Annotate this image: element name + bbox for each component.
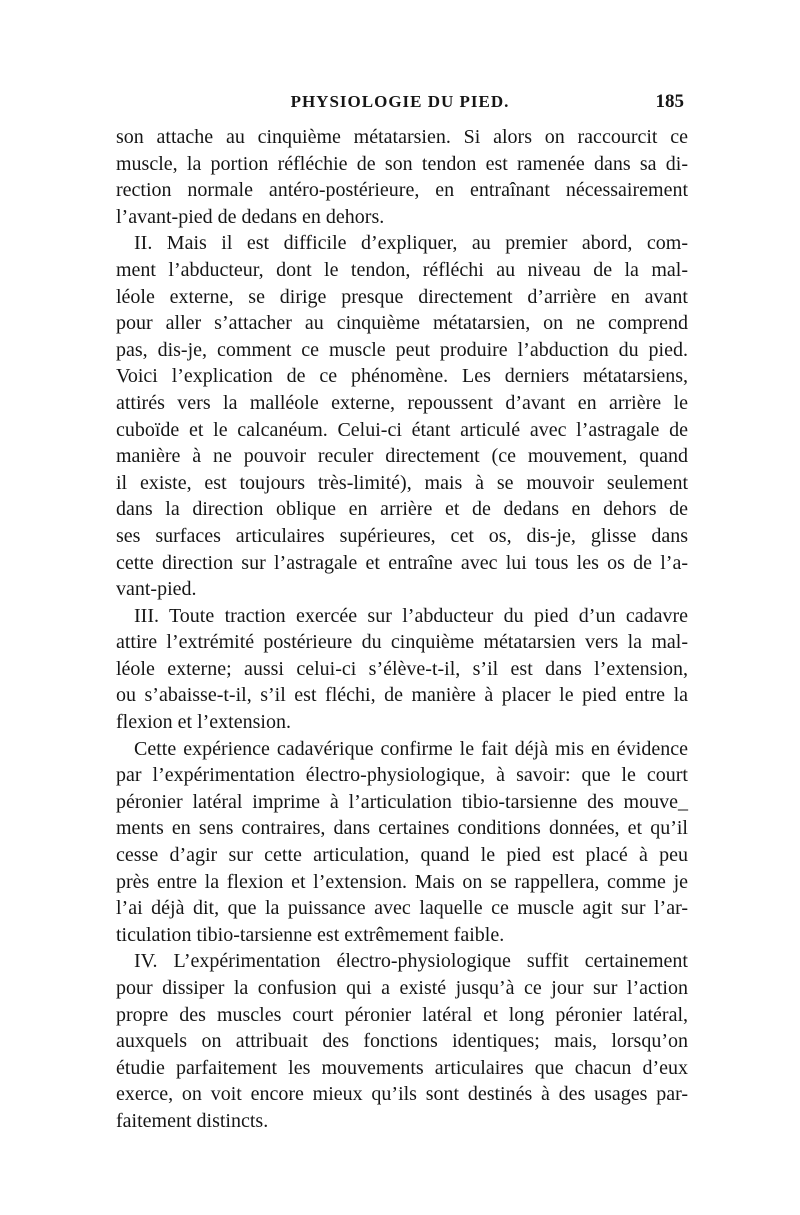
page-number: 185 <box>655 91 684 112</box>
text-line: l’ai déjà dit, que la puissance avec laquelle ce muscle agit sur l’ar- <box>116 897 688 920</box>
text-line: ticulation tibio-tarsienne est extrêmement faible. <box>116 923 505 946</box>
text-line: léole externe, se dirige presque directement d’arrière en avant <box>116 285 688 308</box>
text-line: pour aller s’attacher au cinquième métatarsien, on ne comprend <box>116 312 688 335</box>
text-line: près entre la flexion et l’extension. Mais on se rappellera, comme je <box>116 870 688 893</box>
running-title: PHYSIOLOGIE DU PIED. <box>290 92 510 111</box>
text-line: flexion et l’extension. <box>116 711 291 734</box>
text-line: il existe, est toujours très-limité), mais à se mouvoir seulement <box>116 471 688 494</box>
text-line: rection normale antéro-postérieure, en entraînant nécessairement <box>116 179 688 202</box>
text-line: pour dissiper la confusion qui a existé jusqu’à ce jour sur l’action <box>116 977 688 999</box>
text-line: propre des muscles court péronier latéral et long péronier latéral, <box>116 1003 688 1026</box>
text-line: Voici l’explication de ce phénomène. Les derniers métatarsiens, <box>116 365 688 388</box>
text-line: ou s’abaisse-t-il, s’il est fléchi, de manière à placer le pied entre la <box>116 684 688 707</box>
text-line: manière à ne pouvoir reculer directement (ce mouvement, quand <box>116 445 688 468</box>
body-text <box>116 124 688 1135</box>
text-line: ses surfaces articulaires supérieures, cet os, dis-je, glisse dans <box>116 524 688 547</box>
text-line: cesse d’agir sur cette articulation, quand le pied est placé à peu <box>116 844 688 867</box>
text-line: IV. L’expérimentation électro-physiologique suffit certainement <box>134 950 688 973</box>
text-line: attirés vers la malléole externe, repoussent d’avant en arrière le <box>116 391 688 414</box>
text-line: par l’expérimentation électro-physiologique, à savoir: que le court <box>116 764 688 787</box>
running-header <box>116 92 684 118</box>
text-line: cette direction sur l’astragale et entraîne avec lui tous les os de l’a- <box>116 551 688 574</box>
text-line: attire l’extrémité postérieure du cinquième métatarsien vers la mal- <box>116 631 688 654</box>
text-line: vant-pied. <box>116 578 197 601</box>
text-line: auxquels on attribuait des fonctions identiques; mais, lorsqu’on <box>116 1030 688 1053</box>
text-line: l’avant-pied de dedans en dehors. <box>116 205 385 228</box>
text-line: pas, dis-je, comment ce muscle peut produire l’abduction du pied. <box>116 338 688 361</box>
text-line: étudie parfaitement les mouvements articulaires que chacun d’eux <box>116 1056 688 1079</box>
text-line: muscle, la portion réfléchie de son tendon est ramenée dans sa di- <box>116 152 688 175</box>
text-line: son attache au cinquième métatarsien. Si alors on raccourcit ce <box>116 126 688 148</box>
text-line: dans la direction oblique en arrière et de dedans en dehors de <box>116 498 688 521</box>
text-line: ments en sens contraires, dans certaines conditions données, et qu’il <box>116 817 688 840</box>
text-line: III. Toute traction exercée sur l’abducteur du pied d’un cadavre <box>134 604 688 627</box>
text-line: péronier latéral imprime à l’articulation tibio-tarsienne des mouve_ <box>116 790 688 813</box>
text-line: faitement distincts. <box>116 1109 269 1132</box>
text-line: II. Mais il est difficile d’expliquer, au premier abord, com- <box>134 232 688 255</box>
text-line: léole externe; aussi celui-ci s’élève-t-il, s’il est dans l’extension, <box>116 657 688 680</box>
text-line: cuboïde et le calcanéum. Celui-ci étant articulé avec l’astragale de <box>116 418 688 441</box>
text-line: Cette expérience cadavérique confirme le fait déjà mis en évidence <box>134 737 688 760</box>
text-line: exerce, on voit encore mieux qu’ils sont destinés à des usages par- <box>116 1083 688 1106</box>
text-line: ment l’abducteur, dont le tendon, réfléchi au niveau de la mal- <box>116 258 688 281</box>
